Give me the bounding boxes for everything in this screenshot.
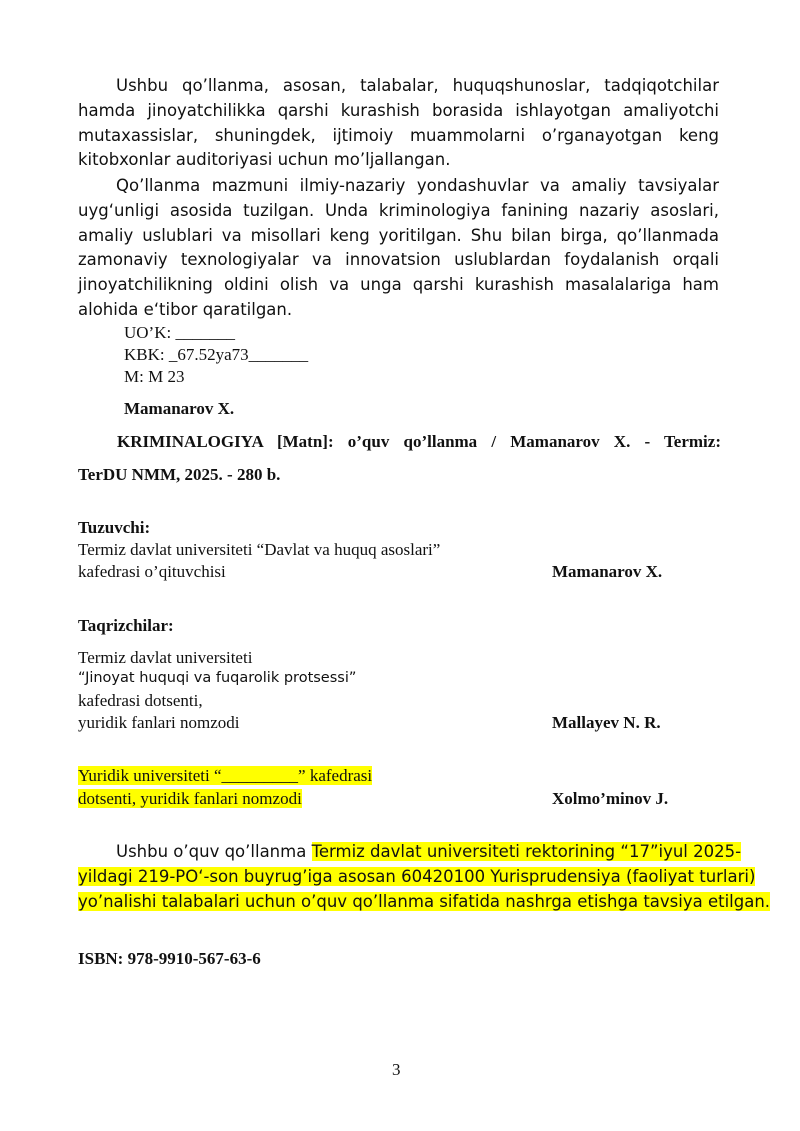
kbk-code: KBK: _67.52ya73_______	[124, 345, 309, 364]
reviewer2-name: Xolmo’minov J.	[552, 789, 669, 808]
uok-code: UO’K: _______	[124, 323, 235, 342]
reviewer1-affiliation-4: yuridik fanlari nomzodi	[78, 713, 240, 732]
approval-lead: Ushbu o’quv qo’llanma	[116, 842, 307, 861]
author-mark: M: M 23	[124, 367, 185, 386]
approval-highlight-1: Termiz davlat universiteti rektorining “17”iyul 2025-	[311, 842, 742, 861]
biblio-line-1: KRIMINALOGIYA [Matn]: o’quv qo’llanma / Mamanarov X. - Termiz:	[117, 432, 721, 451]
reviewer1-affiliation-2: “Jinoyat huquqi va fuqarolik protsessi”	[78, 670, 357, 686]
compiler-affiliation-1: Termiz davlat universiteti “Davlat va huquq asoslari”	[78, 540, 441, 559]
page-number: 3	[392, 1060, 401, 1079]
approval-line-1	[78, 842, 742, 861]
reviewer1-affiliation-1: Termiz davlat universiteti	[78, 648, 253, 667]
author-heading: Mamanarov X.	[124, 399, 235, 418]
compiler-affiliation-2: kafedrasi o’qituvchisi	[78, 562, 226, 581]
reviewers-heading: Taqrizchilar:	[78, 616, 174, 635]
approval-line-2: yildagi 219-PO‘-son buyrug’iga asosan 60420100 Yurisprudensiya (faoliyat turlari)	[78, 867, 756, 886]
reviewer1-name: Mallayev N. R.	[552, 713, 661, 732]
biblio-line-2: TerDU NMM, 2025. - 280 b.	[78, 465, 281, 484]
intro-paragraph-1: Ushbu qo’llanma, asosan, talabalar, huquqshunoslar, tadqiqotchilar hamda jinoyatchilikka qarshi kurashish borasida ishlayotgan amaliyotchi mutaxassislar, shuningdek, ijtimoiy muammolarni o’rganayotgan keng kitobxonlar auditoriyasi uchun mo’ljallangan.	[78, 76, 719, 170]
reviewer2-affiliation-2: dotsenti, yuridik fanlari nomzodi	[78, 789, 302, 808]
reviewer1-affiliation-3: kafedrasi dotsenti,	[78, 691, 203, 710]
intro-paragraph-2: Qo’llanma mazmuni ilmiy-nazariy yondashuvlar va amaliy tavsiyalar uyg‘unligi asosida tuzilgan. Unda kriminologiya fanining nazariy asoslari, amaliy uslublari va misollari keng yoritilgan. Shu bilan birga, qo’llanmada zamonaviy texnologiyalar va innovatsion uslublardan foydalanish orqali jinoyatchilikning oldini olish va unga qarshi kurashish masalalariga ham alohida e‘tibor qaratilgan.	[78, 176, 719, 319]
reviewer2-affiliation-1: Yuridik universiteti “_________” kafedrasi	[78, 766, 373, 785]
compiler-name: Mamanarov X.	[552, 562, 663, 581]
compiler-heading: Tuzuvchi:	[78, 518, 151, 537]
isbn: ISBN: 978-9910-567-63-6	[78, 949, 261, 968]
approval-line-3: yo’nalishi talabalari uchun o’quv qo’llanma sifatida nashrga etishga tavsiya etilgan.	[78, 892, 771, 911]
